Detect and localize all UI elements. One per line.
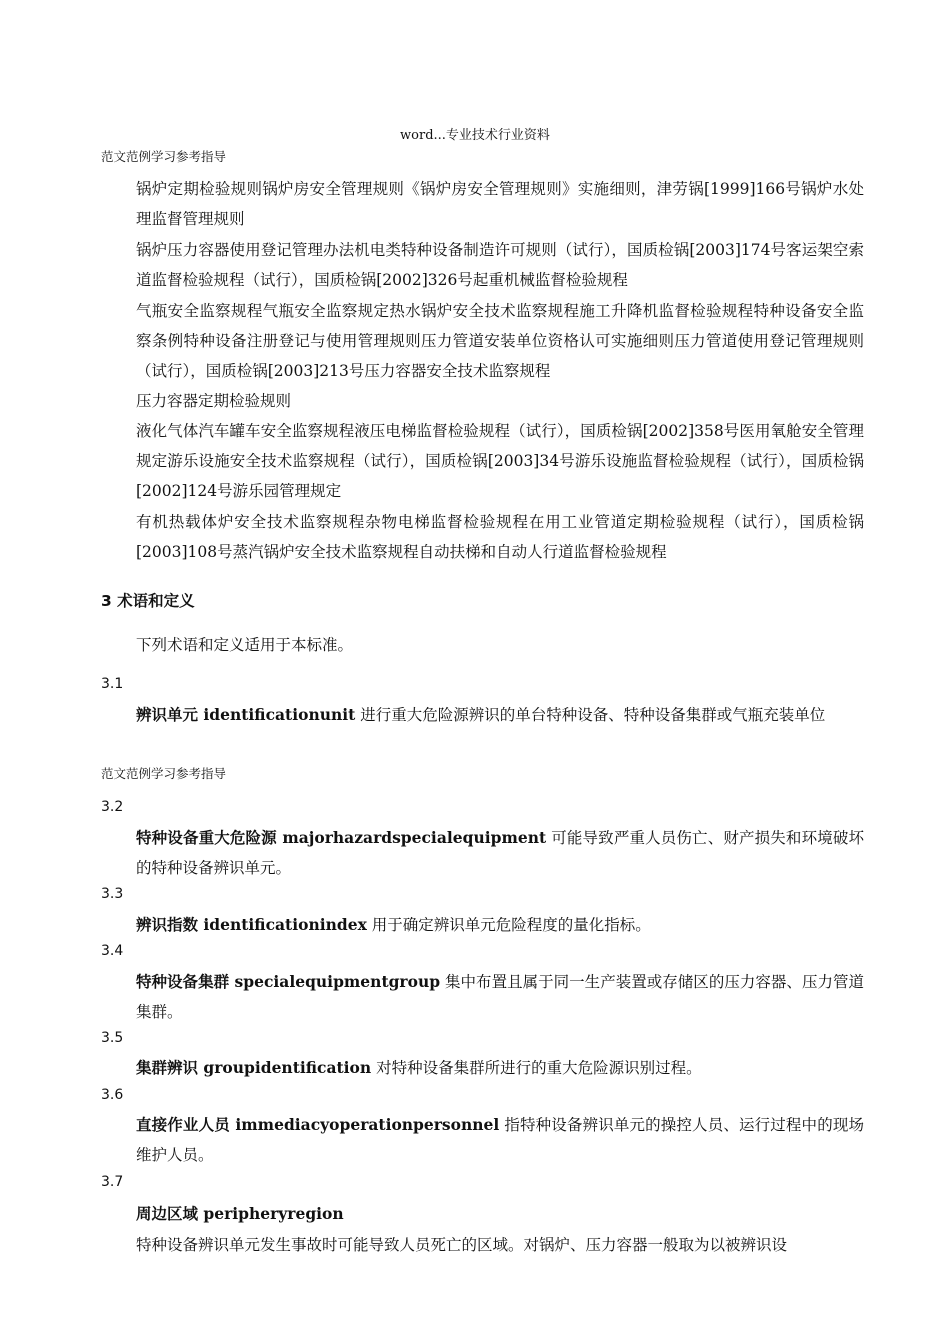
definition-number-3-4: 3.4 [101,943,124,959]
definition-number-3-1: 3.1 [101,676,124,692]
reference-paragraph-5: 液化气体汽车罐车安全监察规程液压电梯监督检验规程（试行），国质检锅[2002]358号医用氧舱安全管理规定游乐设施安全技术监察规程（试行），国质检锅[2003]34号游乐设施监督检验规程（试行），国质检锅[2002]124号游乐园管理规定 [136,422,864,500]
page-header: word...专业技术行业资料 [400,128,550,143]
definition-term: 集群辨识 groupidentification [136,1058,372,1077]
definition-text: 集中布置且属于同一生产装置或存储区的压力容器、压力管道集群。 [136,973,865,1021]
definition-text: 进行重大危险源辨识的单台特种设备、特种设备集群或气瓶充装单位 [355,706,826,724]
definition-3-7-term [136,1199,864,1229]
reference-paragraph-4: 压力容器定期检验规则 [136,392,292,410]
definition-term: 周边区域 peripheryregion [136,1204,344,1223]
guide-label-middle: 范文范例学习参考指导 [101,766,227,781]
section-3-intro: 下列术语和定义适用于本标准。 [136,636,354,654]
definition-term: 辨识单元 identificationunit [136,705,356,724]
reference-paragraph-3: 气瓶安全监察规程气瓶安全监察规定热水锅炉安全技术监察规程施工升降机监督检验规程特种设备安全监察条例特种设备注册登记与使用管理规则压力管道安装单位资格认可实施细则压力管道使用登记管理规则（试行），国质检锅[2003]213号压力容器安全技术监察规程 [136,302,864,380]
definition-text: 可能导致严重人员伤亡、财产损失和环境破坏的特种设备辨识单元。 [136,829,865,877]
definition-number-3-5: 3.5 [101,1030,124,1046]
definition-3-6 [136,1110,864,1170]
definition-3-1 [136,700,864,730]
definition-text: 指特种设备辨识单元的操控人员、运行过程中的现场维护人员。 [136,1116,864,1164]
definition-term: 特种设备重大危险源 majorhazardspecialequipment [136,828,547,847]
definition-3-3 [136,910,864,940]
definition-3-7-text: 特种设备辨识单元发生事故时可能导致人员死亡的区域。对锅炉、压力容器一般取为以被辨识设 [136,1236,788,1254]
definition-term: 特种设备集群 specialequipmentgroup [136,972,441,991]
reference-paragraph-1: 锅炉定期检验规则锅炉房安全管理规则《锅炉房安全管理规则》实施细则，津劳锅[1999]166号锅炉水处理监督管理规则 [136,180,864,228]
definition-3-5 [136,1053,864,1083]
guide-label-top: 范文范例学习参考指导 [101,149,227,164]
section-3-title: 3 术语和定义 [101,592,195,610]
definition-3-4 [136,967,864,1027]
reference-paragraph-2: 锅炉压力容器使用登记管理办法机电类特种设备制造许可规则（试行），国质检锅[2003]174号客运架空索道监督检验规程（试行），国质检锅[2002]326号起重机械监督检验规程 [136,241,864,289]
reference-paragraph-6: 有机热载体炉安全技术监察规程杂物电梯监督检验规程在用工业管道定期检验规程（试行），国质检锅[2003]108号蒸汽锅炉安全技术监察规程自动扶梯和自动人行道监督检验规程 [136,513,864,561]
definition-text: 用于确定辨识单元危险程度的量化指标。 [366,916,651,934]
definition-number-3-3: 3.3 [101,886,124,902]
definition-term: 辨识指数 identificationindex [136,915,367,934]
definition-text: 对特种设备集群所进行的重大危险源识别过程。 [371,1059,702,1077]
definition-3-2 [136,823,864,883]
definition-term: 直接作业人员 immediacyoperationpersonnel [136,1115,500,1134]
definition-number-3-7: 3.7 [101,1174,124,1190]
definition-number-3-6: 3.6 [101,1087,124,1103]
definition-number-3-2: 3.2 [101,799,124,815]
